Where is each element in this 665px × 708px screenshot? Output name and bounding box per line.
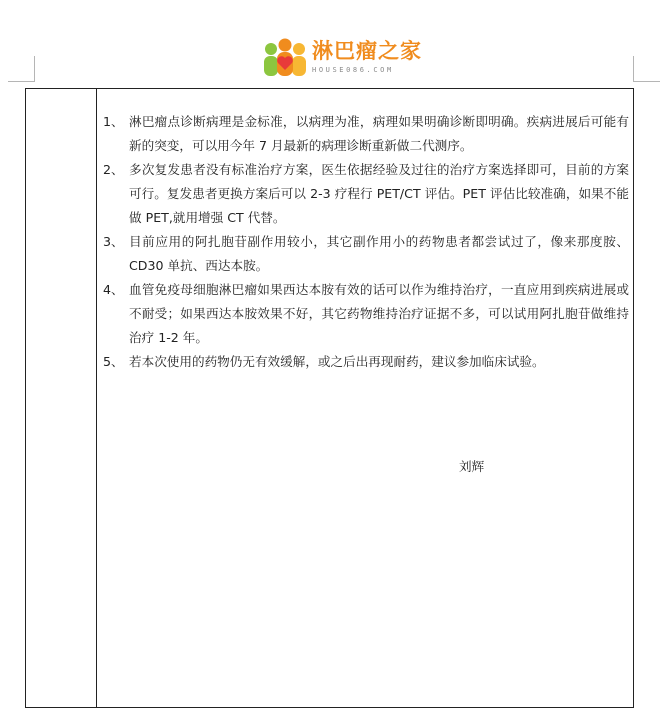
header-logo — [262, 38, 422, 80]
family-heart-icon — [262, 38, 308, 80]
item-number: 4、 — [103, 282, 124, 297]
crop-mark-left-vertical — [34, 56, 35, 82]
logo-domain: HOUSE086.COM — [312, 66, 394, 74]
doctor-signature: 刘辉 — [459, 459, 485, 474]
item-number: 1、 — [103, 114, 124, 129]
crop-mark-right-vertical — [633, 56, 634, 82]
crop-mark-left-horizontal — [8, 81, 35, 82]
table-column-divider — [96, 89, 97, 707]
item-text: 血管免疫母细胞淋巴瘤如果西达本胺有效的话可以作为维持治疗，一直应用到疾病进展或不耐受；如果西达本胺效果不好，其它药物维持治疗证据不多，可以试用阿扎胞苷做维持治疗 1-2 年。 — [129, 282, 629, 345]
list-item — [103, 230, 629, 278]
list-item — [103, 110, 629, 158]
crop-mark-right-horizontal — [633, 81, 660, 82]
list-item — [103, 158, 629, 230]
item-text: 目前应用的阿扎胞苷副作用较小，其它副作用小的药物患者都尝试过了，像来那度胺、CD30 单抗、西达本胺。 — [129, 234, 629, 273]
item-text: 多次复发患者没有标准治疗方案，医生依据经验及过往的治疗方案选择即可，目前的方案可行。复发患者更换方案后可以 2-3 疗程行 PET/CT 评估。PET 评估比较准确，如果不能做 PET,就用增强 CT 代替。 — [129, 162, 629, 225]
item-number: 2、 — [103, 162, 124, 177]
item-number: 5、 — [103, 354, 124, 369]
item-text: 若本次使用的药物仍无有效缓解，或之后出再现耐药，建议参加临床试验。 — [129, 354, 545, 369]
list-item — [103, 350, 629, 374]
recommendation-list — [103, 110, 629, 374]
list-item — [103, 278, 629, 350]
item-number: 3、 — [103, 234, 124, 249]
logo-name: 淋巴瘤之家 — [312, 39, 422, 63]
item-text: 淋巴瘤点诊断病理是金标准，以病理为准，病理如果明确诊断即明确。疾病进展后可能有新的突变，可以用今年 7 月最新的病理诊断重新做二代测序。 — [129, 114, 629, 153]
